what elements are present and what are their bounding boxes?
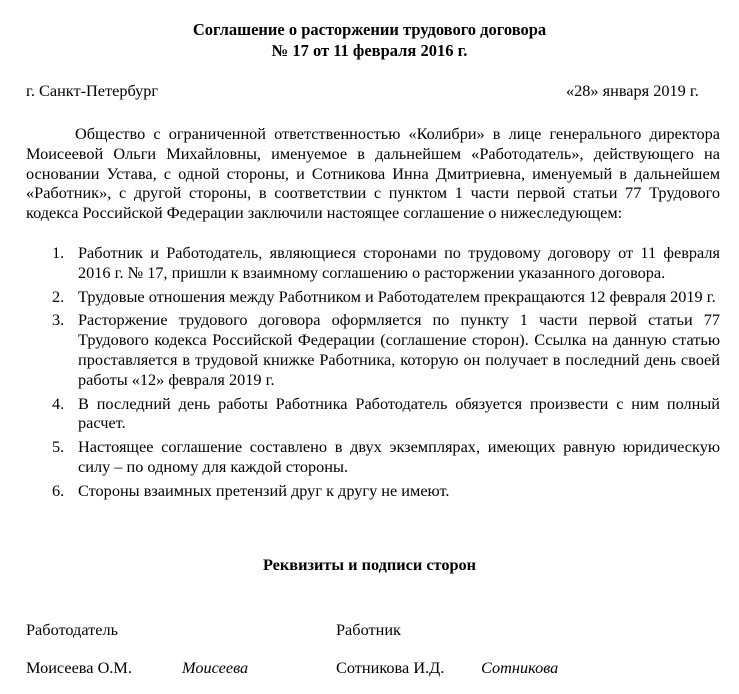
list-item	[26, 310, 720, 389]
employer-label: Работодатель	[26, 620, 119, 639]
item-number: 4.	[52, 393, 65, 413]
list-item	[26, 243, 720, 283]
item-number: 2.	[52, 286, 65, 306]
item-text: Расторжение трудового договора оформляется по пункту 1 части первой статьи 77 Трудового кодекса Российской Федерации (соглашение сторон). Ссылка на данную статью проставляется в трудовой книжке Работника, которую он получает в последний день своей работы «12» февраля 2019 г.	[78, 310, 720, 389]
intro-text: Общество с ограниченной ответственностью «Колибри» в лице генерального директора Моисеевой Ольги Михайловны, именуемое в дальнейшем «Работодатель», действующего на основании Устава, с одной стороны, и Сотникова Инна Дмитриевна, именуемый в дальнейшем «Работник», с другой стороны, в соответствии с пунктом 1 части первой статьи 77 Трудового кодекса Российской Федерации заключили настоящее соглашение о нижеследующем:	[26, 124, 720, 223]
requisites-heading: Реквизиты и подписи сторон	[262, 555, 477, 574]
employee-label: Работник	[336, 620, 401, 639]
list-item	[26, 437, 720, 477]
item-number: 6.	[52, 480, 65, 500]
title-line-2: № 17 от 11 февраля 2016 г.	[271, 41, 468, 60]
employee-name: Сотникова И.Д.	[336, 658, 445, 677]
employee-signature: Сотникова	[481, 658, 559, 677]
intro-paragraph	[26, 124, 720, 223]
list-item	[26, 287, 720, 307]
item-number: 3.	[52, 310, 65, 330]
employer-signature: Моисеева	[182, 658, 249, 677]
item-text: Стороны взаимных претензий друг к другу не имеют.	[78, 480, 450, 500]
item-text: Трудовые отношения между Работником и Работодателем прекращаются 12 февраля 2019 г.	[78, 286, 716, 306]
terms-list	[26, 243, 720, 505]
city: г. Санкт-Петербург	[26, 81, 159, 100]
item-number: 5.	[52, 437, 65, 457]
document-date: «28» января 2019 г.	[566, 81, 699, 100]
employer-name: Моисеева О.М.	[26, 658, 132, 677]
item-text: Настоящее соглашение составлено в двух экземплярах, имеющих равную юридическую силу – по одному для каждой стороны.	[78, 437, 720, 476]
list-item	[26, 394, 720, 434]
document-title	[0, 19, 739, 61]
list-item	[26, 481, 720, 501]
item-number: 1.	[52, 243, 65, 262]
title-line-1: Соглашение о расторжении трудового договора	[192, 20, 547, 39]
item-text: Работник и Работодатель, являющиеся сторонами по трудовому договору от 11 февраля 2016 г. № 17, пришли к взаимному соглашению о расторжении указанного договора.	[78, 243, 720, 282]
item-text: В последний день работы Работника Работодатель обязуется произвести с ним полный расчет.	[78, 393, 720, 433]
